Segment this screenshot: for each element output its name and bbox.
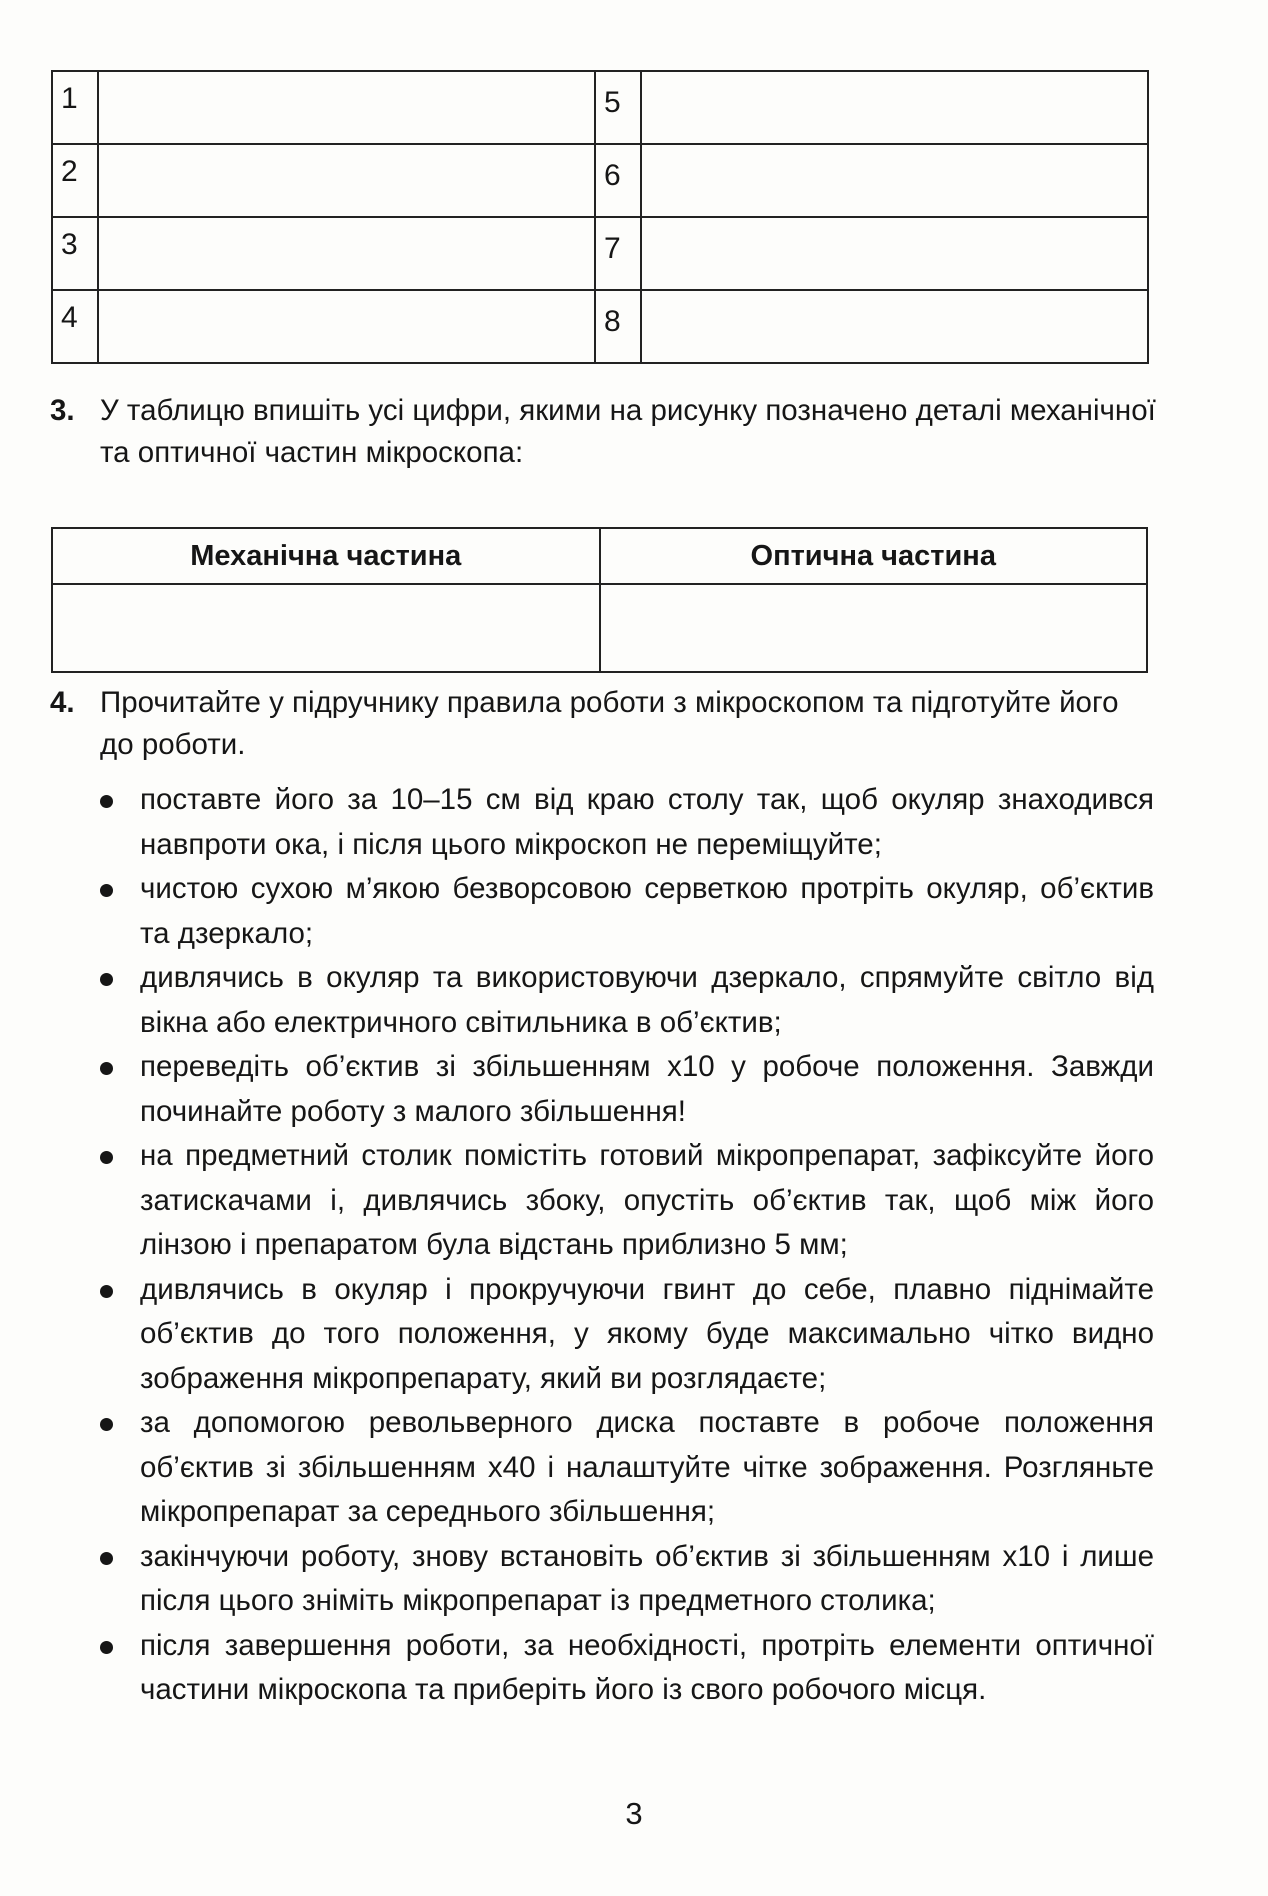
list-item: [100, 1624, 1154, 1713]
table-row: [52, 71, 1148, 144]
list-item-text: закінчуючи роботу, знову встановіть об’єктив зі збільшенням х10 і лише після цього зніміть мікропрепарат із предметного столика;: [140, 1539, 1154, 1617]
list-item: [100, 1045, 1154, 1134]
microscope-parts-table: [51, 527, 1148, 673]
row-number-left: 1: [52, 71, 98, 144]
list-item-text: чистою сухою м’якою безворсовою серветкою протріть окуляр, об’єктив та дзеркало;: [140, 872, 1154, 950]
table-row: [52, 584, 1147, 672]
list-item: [100, 956, 1154, 1045]
row-number-left: 2: [52, 144, 98, 217]
page-number: 3: [625, 1796, 643, 1831]
answer-cell-left[interactable]: [98, 217, 595, 290]
bullet-icon: [100, 1285, 113, 1298]
row-number-right: 7: [595, 217, 641, 290]
task-instruction: Прочитайте у підручнику правила роботи з мікроскопом та підготуйте його до роботи.: [100, 686, 1119, 761]
task-4: [50, 682, 1160, 766]
answer-cell-left[interactable]: [98, 71, 595, 144]
table-row: [52, 144, 1148, 217]
list-item: [100, 867, 1154, 956]
list-item-text: дивлячись в окуляр та використовуючи дзеркало, спрямуйте світло від вікна або електричного світильника в об’єктив;: [140, 961, 1154, 1039]
bullet-icon: [100, 1552, 113, 1565]
list-item-text: за допомогою револьверного диска поставте в робоче положення об’єктив зі збільшенням х40 і налаштуйте чітке зображення. Розгляньте мікропрепарат за середнього збільшення;: [140, 1406, 1154, 1528]
bullet-icon: [100, 1641, 113, 1654]
list-item: [100, 778, 1154, 867]
task-number: 3.: [50, 394, 75, 427]
bullet-icon: [100, 973, 113, 986]
column-header-mechanical: Механічна частина: [52, 528, 600, 584]
answer-cell-right[interactable]: [641, 71, 1148, 144]
row-number-left: 3: [52, 217, 98, 290]
list-item-text: поставте його за 10–15 см від краю столу так, щоб окуляр знаходився навпроти ока, і після цього мікроскоп не переміщуйте;: [140, 783, 1154, 861]
bullet-icon: [100, 795, 113, 808]
bullet-icon: [100, 1062, 113, 1075]
list-item-text: переведіть об’єктив зі збільшенням х10 у робоче положення. Завжди починайте роботу з малого збільшення!: [140, 1050, 1154, 1128]
answer-cell-optical[interactable]: [600, 584, 1148, 672]
table-row: [52, 290, 1148, 363]
answer-cell-right[interactable]: [641, 290, 1148, 363]
answer-cell-right[interactable]: [641, 217, 1148, 290]
bullet-icon: [100, 1418, 113, 1431]
list-item-text: дивлячись в окуляр і прокручуючи гвинт до себе, плавно піднімайте об’єктив до того положення, у якому буде максимально чітко видно зображення мікропрепарату, який ви розглядаєте;: [140, 1272, 1154, 1395]
answer-cell-left[interactable]: [98, 144, 595, 217]
list-item: [100, 1401, 1154, 1535]
bullet-icon: [100, 884, 113, 897]
list-item: [100, 1134, 1154, 1268]
list-item: [100, 1268, 1154, 1402]
column-header-optical: Оптична частина: [600, 528, 1148, 584]
answer-cell-left[interactable]: [98, 290, 595, 363]
row-number-right: 5: [595, 71, 641, 144]
answer-cell-mechanical[interactable]: [52, 584, 600, 672]
answer-cell-right[interactable]: [641, 144, 1148, 217]
task-instruction: У таблицю впишіть усі цифри, якими на рисунку позначено деталі механічної та оптичної частин мікроскопа:: [100, 394, 1156, 469]
row-number-left: 4: [52, 290, 98, 363]
list-item-text: після завершення роботи, за необхідності, протріть елементи оптичної частини мікроскопа та приберіть його із свого робочого місця.: [140, 1628, 1154, 1706]
table-row: [52, 217, 1148, 290]
microscope-rules-list: [100, 778, 1154, 1713]
list-item-text: на предметний столик помістіть готовий мікропрепарат, зафіксуйте його затискачами і, дивлячись збоку, опустіть об’єктив так, щоб між його лінзою і препаратом була відстань приблизно 5 мм;: [140, 1139, 1154, 1261]
numbered-parts-table: [51, 70, 1149, 364]
task-number: 4.: [50, 686, 75, 719]
table-header-row: [52, 528, 1147, 584]
task-3: [50, 390, 1160, 474]
bullet-icon: [100, 1151, 113, 1164]
row-number-right: 6: [595, 144, 641, 217]
row-number-right: 8: [595, 290, 641, 363]
list-item: [100, 1535, 1154, 1624]
